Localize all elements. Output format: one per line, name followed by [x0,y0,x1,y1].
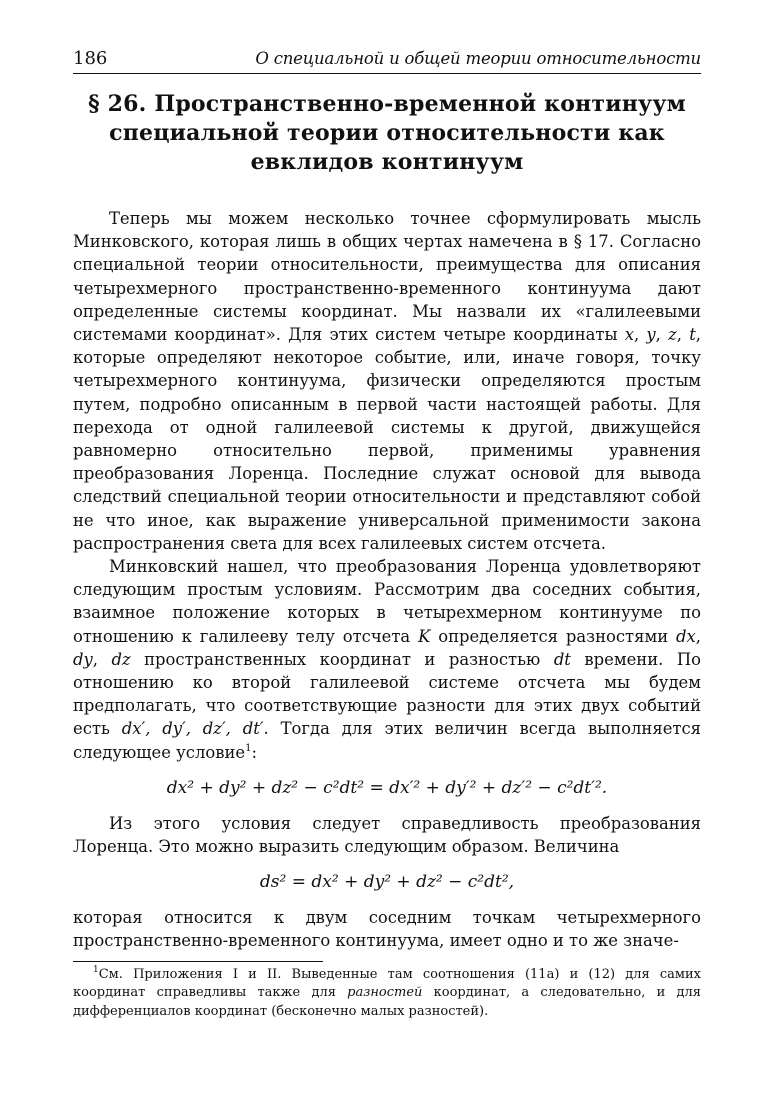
paragraph-1 [73,207,701,555]
text-run: , [655,325,669,345]
math-var: z [668,325,677,345]
running-title: О специальной и общей теории относительности [255,49,701,68]
footnote-divider [73,961,323,962]
text-run: : [251,742,258,762]
body-text [73,207,701,953]
text-run: , которые определяют некоторое событие, или, иначе говоря, точку четырехмерного континуума, физически определяются простым путем, подробно описанным в первой части настоящей работы. Для перехода от одной галилеевой системы к другой, движущейся равномерно относительно первой, применимы уравнения преобразования Лоренца. Последние служат основой для вывода следствий специальной теории относительности и представляют собой не что иное, как выражение универсальной применимости закона распространения света для всех галилеевых систем отсчета. [73,325,701,553]
text-run: времени. По отношению ко второй галилеевой системе отсчета мы будем предполагать, что соответствующие разности для этих двух событий есть [73,649,702,739]
math-var: dz [111,649,131,669]
section-title-line: § 26. Пространственно-временной континуум [88,91,686,117]
footnote [73,966,701,1022]
paragraph-2 [73,555,701,764]
text-run: , [676,325,690,345]
emphasis: разностей [347,985,423,1001]
text-run: , [633,325,647,345]
math-var: dx′, dy′, dz′, dt′ [121,719,264,739]
text-run: , [92,649,112,669]
text-run: координат, а следовательно, и для дифференциалов координат (бесконечно малых разностей). [73,985,701,1019]
section-title-line: евклидов континуум [250,149,524,175]
text-run: См. Приложения I и II. Выведенные там соотношения (11a) и (12) для самих координат справедливы также для [73,966,701,1001]
math-var: dt [553,649,571,669]
footnote-mark: 1 [93,964,99,975]
section-title-line: специальной теории относительности как [109,120,665,146]
math-var: t [689,325,696,345]
footnote-mark: 1 [245,742,252,754]
paragraph-4: которая относится к двум соседним точкам четырехмерного пространственно-временного континуума, имеет одно и то же значе- [73,908,701,951]
math-var: dx [676,626,696,646]
text-run: , [695,626,701,646]
math-var: dy [73,649,93,669]
math-var: y [646,325,656,345]
equation-1: dx² + dy² + dz² − c²dt² = dx′² + dy′² + dz′² − c²dt′². [166,777,608,798]
math-var: K [418,626,431,646]
text-run: определяется разностями [430,626,677,646]
text-run: . Тогда для этих величин всегда выполняется следующее условие [73,719,701,762]
section-title [73,90,701,177]
page-number: 186 [73,48,108,69]
math-var: x [624,325,634,345]
text-run: пространственных координат и разностью [130,649,554,669]
page-header [73,48,701,74]
text-run: Минковский нашел, что преобразования Лоренца удовлетворяют следующим простым условиям. Рассмотрим два соседних события, взаимное положение которых в четырехмерном континууме по отношению к галилееву телу отсчета [73,557,701,646]
equation-2: ds² = dx² + dy² + dz² − c²dt², [259,872,515,893]
book-page [73,48,701,1021]
paragraph-3: Из этого условия следует справедливость преобразования Лоренца. Это можно выразить следующим образом. Величина [73,813,701,857]
text-run: Теперь мы можем несколько точнее сформулировать мысль Минковского, которая лишь в общих чертах намечена в § 17. Согласно специальной теории относительности, преимущества для описания четырехмерного пространственно-временного континуума дают определенные системы координат. Мы назвали их «галилеевыми системами координат». Для этих систем четыре координаты [73,209,701,345]
